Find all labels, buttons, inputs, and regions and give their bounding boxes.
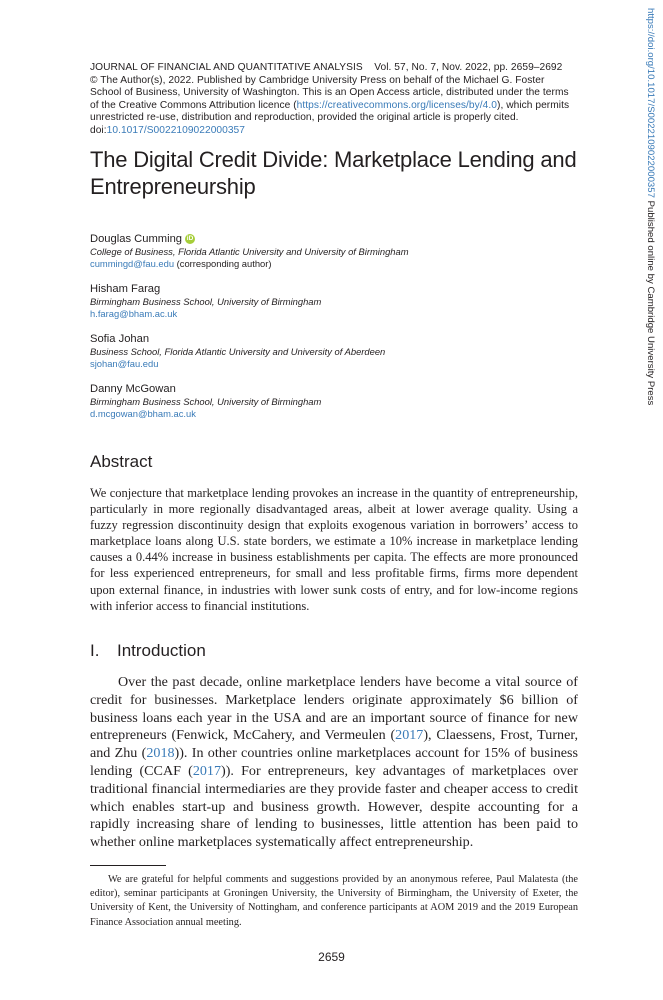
copyright-line-1: © The Author(s), 2022. Published by Cambridge University Press on behalf of the Michael G. Foster [90,74,545,86]
section-heading [90,640,206,662]
author-email-link[interactable]: d.mcgowan@bham.ac.uk [90,408,196,419]
author-email-link[interactable]: cummingd@fau.edu [90,258,175,269]
intro-text: Over the past decade, online marketplace lenders have become a vital source of credit for businesses. Marketplace lenders originate approximately $6 billion of business loans each year in the USA and are an important source of finance for new entrepreneurs (Fenwick, McCahery, and Vermeulen ( [90,674,578,744]
orcid-icon[interactable]: iD [186,235,194,242]
copyright-line-3 [90,100,578,113]
author-email-link[interactable]: sjohan@fau.edu [90,358,159,369]
doi-line [90,125,578,138]
author-name: Danny McGowan [90,383,176,395]
author-affiliation: Birmingham Business School, University of Birmingham [90,296,322,307]
doi-link[interactable]: 10.1017/S0022109022000357 [106,124,245,136]
copyright-line-2: School of Business, University of Washington. This is an Open Access article, distributed under the terms [90,87,569,99]
citation-link[interactable]: 2018 [146,745,175,762]
abstract-heading: Abstract [90,452,153,471]
doi-label: doi: [90,124,107,136]
copyright-line-3-suffix: ), which permits [497,99,570,111]
author-affiliation: Birmingham Business School, University of Birmingham [90,396,322,407]
copyright-line-3-prefix: of the Creative Commons Attribution licence ( [90,99,297,111]
author-name: Douglas Cumming [90,233,183,245]
side-publication-note [644,8,656,405]
author-affiliation: Business School, Florida Atlantic University and University of Aberdeen [90,346,386,357]
author-block [90,232,578,270]
acknowledgement-footnote: We are grateful for helpful comments and suggestions provided by an anonymous referee, Paul Malatesta (the editor), seminar participants at Groningen University, the University of Birmingham, the University of Exeter, the University of Kent, the University of Nottingham, and conference participants at AOM 2019 and the 2019 European Finance Association annual meeting. [90,874,578,928]
side-published-text: Published online by Cambridge University Press [645,197,656,406]
license-link[interactable]: https://creativecommons.org/licenses/by/4.0 [296,99,497,111]
intro-text: ), Claessens, Frost, Turner, and Zhu ( [90,727,578,762]
page-number: 2659 [318,950,345,964]
author-affiliation: College of Business, Florida Atlantic University and University of Birmingham [90,246,409,257]
author-list [90,232,578,432]
copyright-line-4: unrestricted re-use, distribution and reproduction, provided the original article is properly cited. [90,112,519,124]
author-email-link[interactable]: h.farag@bham.ac.uk [90,308,178,319]
citation-link[interactable]: 2017 [395,727,424,744]
side-doi-link[interactable]: https://doi.org/10.1017/S0022109022000357 [645,8,656,198]
author-name: Sofia Johan [90,333,150,345]
intro-text: )). In other countries online marketplaces account for 15% of business lending (CCAF ( [90,745,579,779]
abstract-text: We conjecture that marketplace lending provokes an increase in the quantity of entrepreneurship, particularly in more regionally disadvantaged areas, albeit at lower average quality. Using a fuzzy regression discontinuity design that exploits exogenous variation in borrowers’ access to marketplace loans along U.S. state borders, we estimate a 10% increase in marketplace lending causes a 0.44% increase in business establishments per capita. The effects are more pronounced for less experienced entrepreneurs, for small and less profitable firms, firms more dependent upon external finance, in industries with lower sunk costs of entry, and for low-income regions with inferior access to financial institutions. [90,486,578,613]
section-number: I. [90,641,100,660]
article-header [90,62,578,138]
article-title: The Digital Credit Divide: Marketplace Lending and Entrepreneurship [90,147,577,199]
journal-citation: JOURNAL OF FINANCIAL AND QUANTITATIVE ANALYSIS Vol. 57, No. 7, Nov. 2022, pp. 2659–2692 [90,62,563,73]
intro-text: )). For entrepreneurs, key advantages of marketplaces over traditional financial intermediaries are they provide faster and cheaper access to credit which enables start-up and business growth. However, despite accounting for a rapidly increasing share of lending to businesses, little attention has been paid to whether online marketplaces systematically affect entrepreneurship. [90,762,578,851]
author-block [90,382,578,420]
intro-paragraph [90,674,578,852]
section-title: Introduction [117,641,206,660]
corresponding-author-note: (corresponding author) [174,258,272,269]
author-name: Hisham Farag [90,283,161,295]
author-block [90,282,578,320]
footnote-divider [90,865,166,866]
citation-link[interactable]: 2017 [192,762,222,779]
author-block [90,332,578,370]
